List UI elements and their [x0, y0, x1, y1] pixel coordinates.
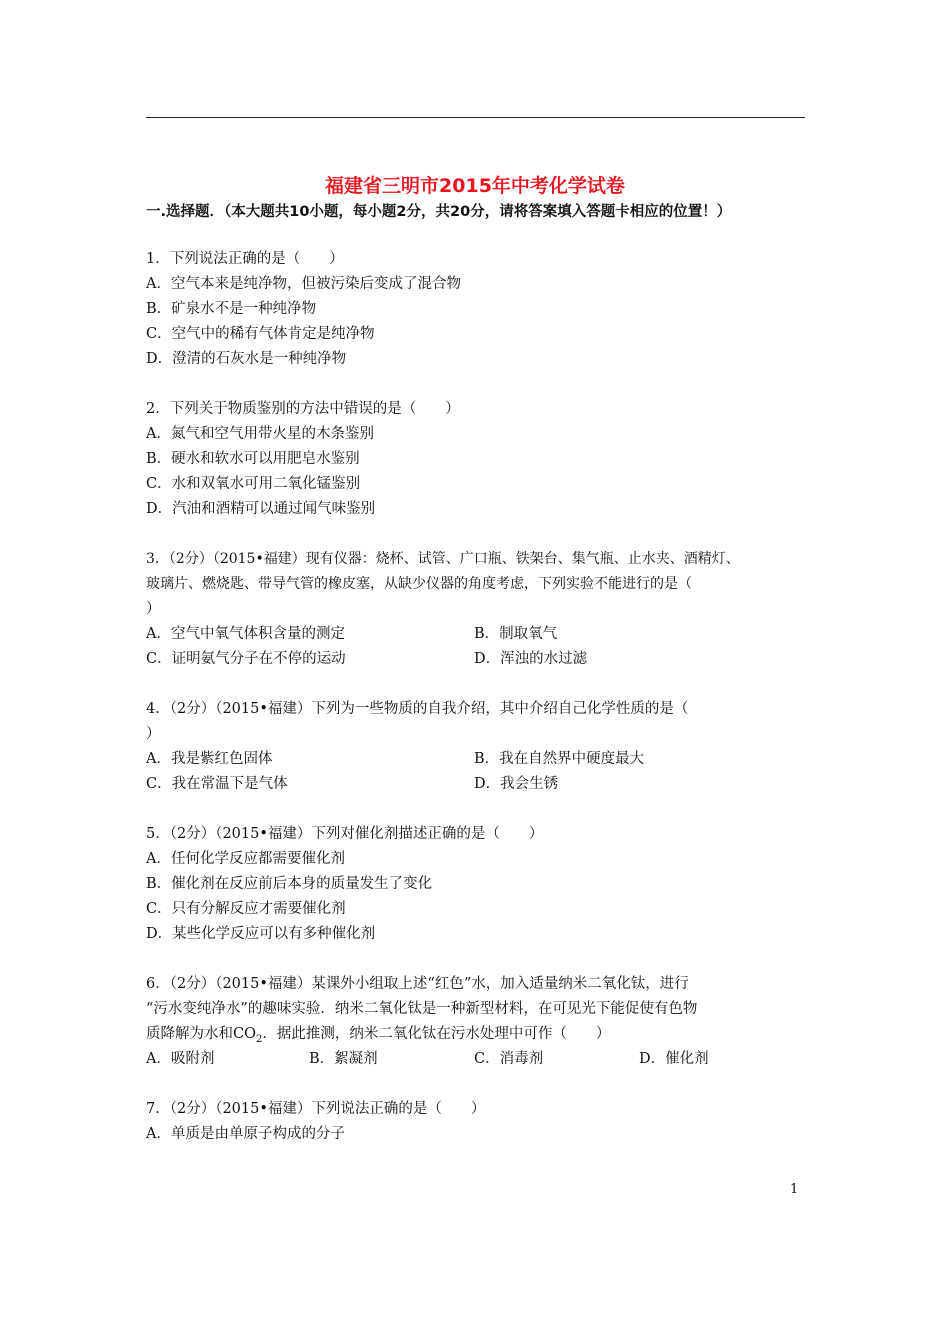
q3-option-d: D．浑浊的水过滤 — [474, 651, 588, 667]
q5-stem: 5．（2分）（2015•福建）下列对催化剂描述正确的是（ ） — [146, 826, 544, 842]
q4-stem-line2: ） — [146, 726, 161, 742]
section-heading: 一.选择题．（本大题共10小题，每小题2分，共20分，请将答案填入答题卡相应的位置！） — [146, 204, 732, 220]
q6-stem-line3-rest: ．据此推测，纳米二氧化钛在污水处理中可作（ ） — [262, 1026, 611, 1042]
header-rule — [146, 117, 805, 118]
q1-option-c: C．空气中的稀有气体肯定是纯净物 — [146, 326, 375, 342]
co2-subscript: 2 — [255, 1033, 263, 1045]
q4-option-a: A．我是紫红色固体 — [146, 751, 273, 767]
q2-option-a: A．氮气和空气用带火星的木条鉴别 — [146, 426, 374, 442]
q5-option-d: D．某些化学反应可以有多种催化剂 — [146, 926, 376, 942]
q6-stem-line3-text: 质降解为水和CO — [146, 1026, 256, 1042]
q1-option-d: D．澄清的石灰水是一种纯净物 — [146, 351, 347, 367]
q3-option-c: C．证明氨气分子在不停的运动 — [146, 651, 346, 667]
q4-option-b: B．我在自然界中硬度最大 — [474, 751, 645, 767]
q2-stem: 2．下列关于物质鉴别的方法中错误的是（ ） — [146, 401, 460, 417]
q6-option-b: B．絮凝剂 — [309, 1051, 378, 1067]
q2-option-c: C．水和双氧水可用二氧化锰鉴别 — [146, 476, 361, 492]
q7-option-a: A．单质是由单原子构成的分子 — [146, 1126, 345, 1142]
q5-option-b: B．催化剂在反应前后本身的质量发生了变化 — [146, 876, 433, 892]
q5-option-a: A．任何化学反应都需要催化剂 — [146, 851, 345, 867]
q3-stem-line1: 3．（2分）（2015•福建）现有仪器：烧杯、试管、广口瓶、铁架台、集气瓶、止水夹、酒精灯、 — [146, 551, 740, 567]
q3-stem-line3: ） — [146, 601, 161, 617]
q6-option-c: C．消毒剂 — [474, 1051, 544, 1067]
q6-option-a: A．吸附剂 — [146, 1051, 215, 1067]
q6-stem-line2: “污水变纯净水”的趣味实验．纳米二氧化钛是一种新型材料，在可见光下能促使有色物 — [146, 1001, 698, 1017]
q4-option-d: D．我会生锈 — [474, 776, 559, 792]
q6-option-d: D．催化剂 — [639, 1051, 709, 1067]
q7-stem: 7．（2分）（2015•福建）下列说法正确的是（ ） — [146, 1101, 486, 1117]
q1-option-a: A．空气本来是纯净物，但被污染后变成了混合物 — [146, 276, 461, 292]
q3-stem-line2: 玻璃片、燃烧匙、带导气管的橡皮塞，从缺少仪器的角度考虑，下列实验不能进行的是（ — [146, 576, 692, 592]
q2-option-b: B．硬水和软水可以用肥皂水鉴别 — [146, 451, 360, 467]
q5-option-c: C．只有分解反应才需要催化剂 — [146, 901, 346, 917]
q3-option-a: A．空气中氧气体积含量的测定 — [146, 626, 345, 642]
q3-option-b: B．制取氧气 — [474, 626, 558, 642]
page-title: 福建省三明市2015年中考化学试卷 — [325, 175, 625, 197]
page-number: 1 — [790, 1182, 799, 1197]
q1-stem: 1．下列说法正确的是（ ） — [146, 251, 344, 267]
q1-option-b: B．矿泉水不是一种纯净物 — [146, 301, 317, 317]
q6-stem-line1: 6．（2分）（2015•福建）某课外小组取上述“红色”水，加入适量纳米二氧化钛，进行 — [146, 976, 689, 992]
q4-stem-line1: 4．（2分）（2015•福建）下列为一些物质的自我介绍，其中介绍自己化学性质的是（ — [146, 701, 689, 717]
q2-option-d: D．汽油和酒精可以通过闻气味鉴别 — [146, 501, 376, 517]
q4-option-c: C．我在常温下是气体 — [146, 776, 288, 792]
